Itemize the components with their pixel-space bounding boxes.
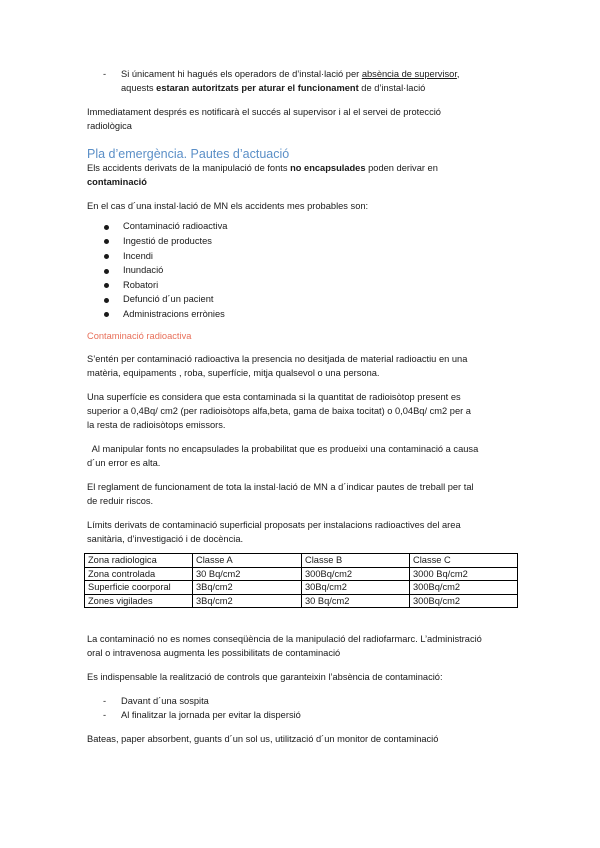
bullet-icon — [104, 269, 109, 274]
table-cell: Classe C — [410, 554, 518, 568]
table-row — [85, 581, 518, 595]
table-cell: 30Bq/cm2 — [302, 581, 410, 595]
list-marker: - — [103, 710, 107, 720]
list-item: Contaminació radioactiva — [102, 220, 227, 235]
manipulation-line-2: d´un error es alta. — [87, 458, 161, 468]
notify-paragraph-line-1: Immediatament després es notificarà el succés al supervisor i al el servei de protecció — [87, 107, 441, 117]
limits-line-1: Límits derivats de contaminació superficial proposats per instalacions radioactives del area — [87, 520, 461, 530]
accidents-list — [102, 220, 227, 322]
bullet-icon — [104, 239, 109, 244]
table-header-row — [85, 554, 518, 568]
list-item: Administracions errònies — [102, 308, 227, 323]
table-cell: Zona controlada — [85, 567, 193, 581]
table-cell: Superficie coorporal — [85, 581, 193, 595]
bullet-icon — [104, 283, 109, 288]
list-item: Defunció d´un pacient — [102, 293, 227, 308]
list-item: Davant d´una sospita — [121, 696, 209, 706]
heading-radioactive-contamination: Contaminació radioactiva — [87, 331, 192, 341]
regulation-line-2: de reduir riscos. — [87, 496, 154, 506]
bullet-icon — [104, 298, 109, 303]
list-item: Robatori — [102, 278, 227, 293]
bullet-icon — [104, 312, 109, 317]
limits-line-2: sanitària, d’investigació i de docència. — [87, 534, 244, 544]
surface-line-3: la resta de radioisòtops emissors. — [87, 420, 226, 430]
consequence-line-2: oral o intravenosa augmenta les possibilitats de contaminació — [87, 648, 341, 658]
table-cell: 3Bq/cm2 — [193, 594, 302, 608]
notify-paragraph-line-2: radiològica — [87, 121, 132, 131]
supervisor-absence-line-2: aquests estaran autoritzats per aturar el funcionament de d’instal·lació — [121, 83, 426, 93]
table-cell: Zones vigilades — [85, 594, 193, 608]
table-cell: 3000 Bq/cm2 — [410, 567, 518, 581]
table-cell: Zona radiologica — [85, 554, 193, 568]
heading-emergency-plan: Pla d’emergència. Pautes d’actuació — [87, 147, 290, 161]
materials-paragraph: Bateas, paper absorbent, guants d´un sol us, utilització d´un monitor de contaminació — [87, 734, 439, 744]
table-row — [85, 594, 518, 608]
definition-line-1: S’entén per contaminació radioactiva la presencia no desitjada de material radioactiu en una — [87, 354, 468, 364]
list-marker: - — [103, 696, 107, 706]
bullet-icon — [104, 225, 109, 230]
manipulation-line-1: Al manipular fonts no encapsulades la probabilitat que es produeixi una contaminació a causa — [87, 444, 479, 454]
table-cell: 300Bq/cm2 — [410, 581, 518, 595]
table-row — [85, 567, 518, 581]
fonts-paragraph-line-1: Els accidents derivats de la manipulació de fonts no encapsulades poden derivar en — [87, 163, 438, 173]
contamination-limits-table — [84, 553, 518, 608]
table-cell: 300Bq/cm2 — [302, 567, 410, 581]
list-item: Inundació — [102, 264, 227, 279]
list-item: Ingestió de productes — [102, 235, 227, 250]
table-cell: 3Bq/cm2 — [193, 581, 302, 595]
controls-paragraph: Es indispensable la realització de controls que garanteixin l’absència de contaminació: — [87, 672, 443, 682]
table-cell: 30 Bq/cm2 — [302, 594, 410, 608]
table-cell: Classe A — [193, 554, 302, 568]
regulation-line-1: El reglament de funcionament de tota la instal·lació de MN a d´indicar pautes de treball per tal — [87, 482, 474, 492]
table-cell: 300Bq/cm2 — [410, 594, 518, 608]
list-item: Incendi — [102, 249, 227, 264]
table-cell: 30 Bq/cm2 — [193, 567, 302, 581]
supervisor-absence-line-1: Si únicament hi hagués els operadors de d’instal·lació per absència de supervisor, — [121, 69, 460, 79]
definition-line-2: matèria, equipaments , roba, superfície, mitja qualsevol o una persona. — [87, 368, 380, 378]
list-item: Al finalitzar la jornada per evitar la dispersió — [121, 710, 301, 720]
table-cell: Classe B — [302, 554, 410, 568]
consequence-line-1: La contaminació no es nomes conseqüència de la manipulació del radiofarmarc. L’administració — [87, 634, 482, 644]
fonts-paragraph-line-2: contaminació — [87, 177, 147, 187]
surface-line-2: superior a 0,4Bq/ cm2 (per radioisòtops alfa,beta, gama de baixa tocitat) o 0,04Bq/ cm2 per a — [87, 406, 471, 416]
bullet-icon — [104, 254, 109, 259]
surface-line-1: Una superfície es considera que esta contaminada si la quantitat de radioisòtop present es — [87, 392, 461, 402]
list-marker: - — [103, 69, 107, 79]
mn-paragraph: En el cas d´una instal·lació de MN els accidents mes probables son: — [87, 201, 369, 211]
